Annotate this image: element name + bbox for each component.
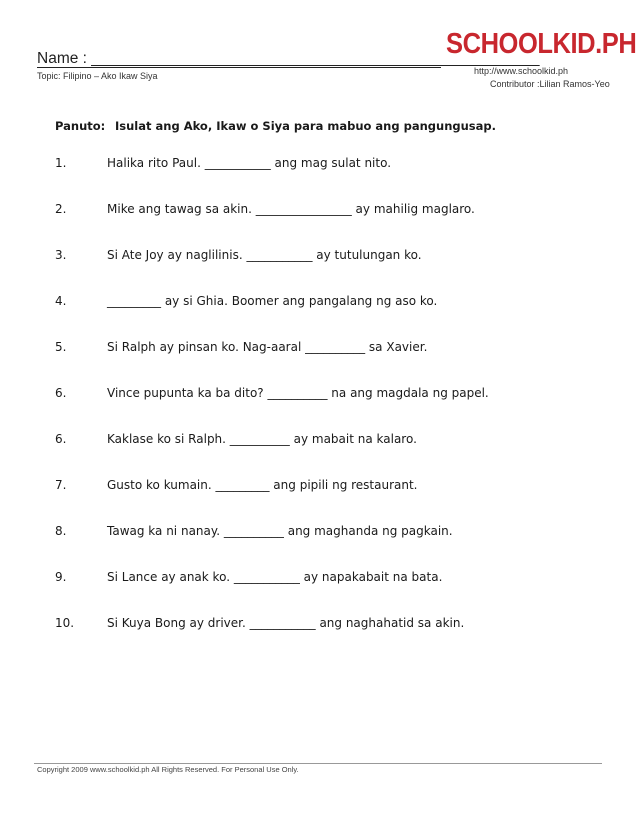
item-number: 8. <box>55 524 67 538</box>
item-sentence: Vince pupunta ka ba dito? __________ na ang magdala ng papel. <box>107 386 489 400</box>
item-sentence: Si Ralph ay pinsan ko. Nag-aaral __________ sa Xavier. <box>107 340 428 354</box>
exercise-item <box>55 570 615 586</box>
instructions-label: Panuto: <box>55 119 106 133</box>
exercise-item <box>55 524 615 540</box>
exercise-item <box>55 432 615 448</box>
item-number: 7. <box>55 478 67 492</box>
item-sentence: Si Ate Joy ay naglilinis. ___________ ay tutulungan ko. <box>107 248 422 262</box>
instructions-text: Isulat ang Ako, Ikaw o Siya para mabuo ang pangungusap. <box>115 119 496 133</box>
exercise-item <box>55 294 615 310</box>
topic-label: Topic: Filipino – Ako Ikaw Siya <box>37 71 158 81</box>
item-number: 9. <box>55 570 67 584</box>
item-number: 10. <box>55 616 75 630</box>
item-sentence: Halika rito Paul. ___________ ang mag sulat nito. <box>107 156 392 170</box>
item-number: 6. <box>55 386 67 400</box>
exercise-item <box>55 386 615 402</box>
footer-divider <box>34 763 602 764</box>
item-number: 6. <box>55 432 67 446</box>
item-sentence: Mike ang tawag sa akin. ________________ ay mahilig maglaro. <box>107 202 475 216</box>
item-sentence: Kaklase ko si Ralph. __________ ay mabait na kalaro. <box>107 432 417 446</box>
site-url: http://www.schoolkid.ph <box>474 66 569 76</box>
item-sentence: Si Lance ay anak ko. ___________ ay napakabait na bata. <box>107 570 443 584</box>
exercise-item <box>55 156 615 172</box>
item-number: 1. <box>55 156 67 170</box>
exercise-item <box>55 248 615 264</box>
exercise-item <box>55 478 615 494</box>
header-divider <box>37 67 441 68</box>
contributor-label: Contributor :Lilian Ramos-Yeo <box>490 79 610 89</box>
item-number: 4. <box>55 294 67 308</box>
item-sentence: Tawag ka ni nanay. __________ ang maghanda ng pagkain. <box>107 524 453 538</box>
exercise-item <box>55 616 615 632</box>
item-number: 5. <box>55 340 67 354</box>
footer-copyright: Copyright 2009 www.schoolkid.ph All Rights Reserved. For Personal Use Only. <box>37 765 299 774</box>
item-sentence: Si Kuya Bong ay driver. ___________ ang naghahatid sa akin. <box>107 616 465 630</box>
item-sentence: Gusto ko kumain. _________ ang pipili ng restaurant. <box>107 478 418 492</box>
exercise-item <box>55 202 615 218</box>
item-number: 2. <box>55 202 67 216</box>
item-sentence: _________ ay si Ghia. Boomer ang pangalang ng aso ko. <box>107 294 438 308</box>
exercise-item <box>55 340 615 356</box>
name-field-label: Name : ____________________________________________________ <box>37 50 540 67</box>
item-number: 3. <box>55 248 67 262</box>
schoolkid-logo: SCHOOLKID.PH <box>446 28 637 60</box>
